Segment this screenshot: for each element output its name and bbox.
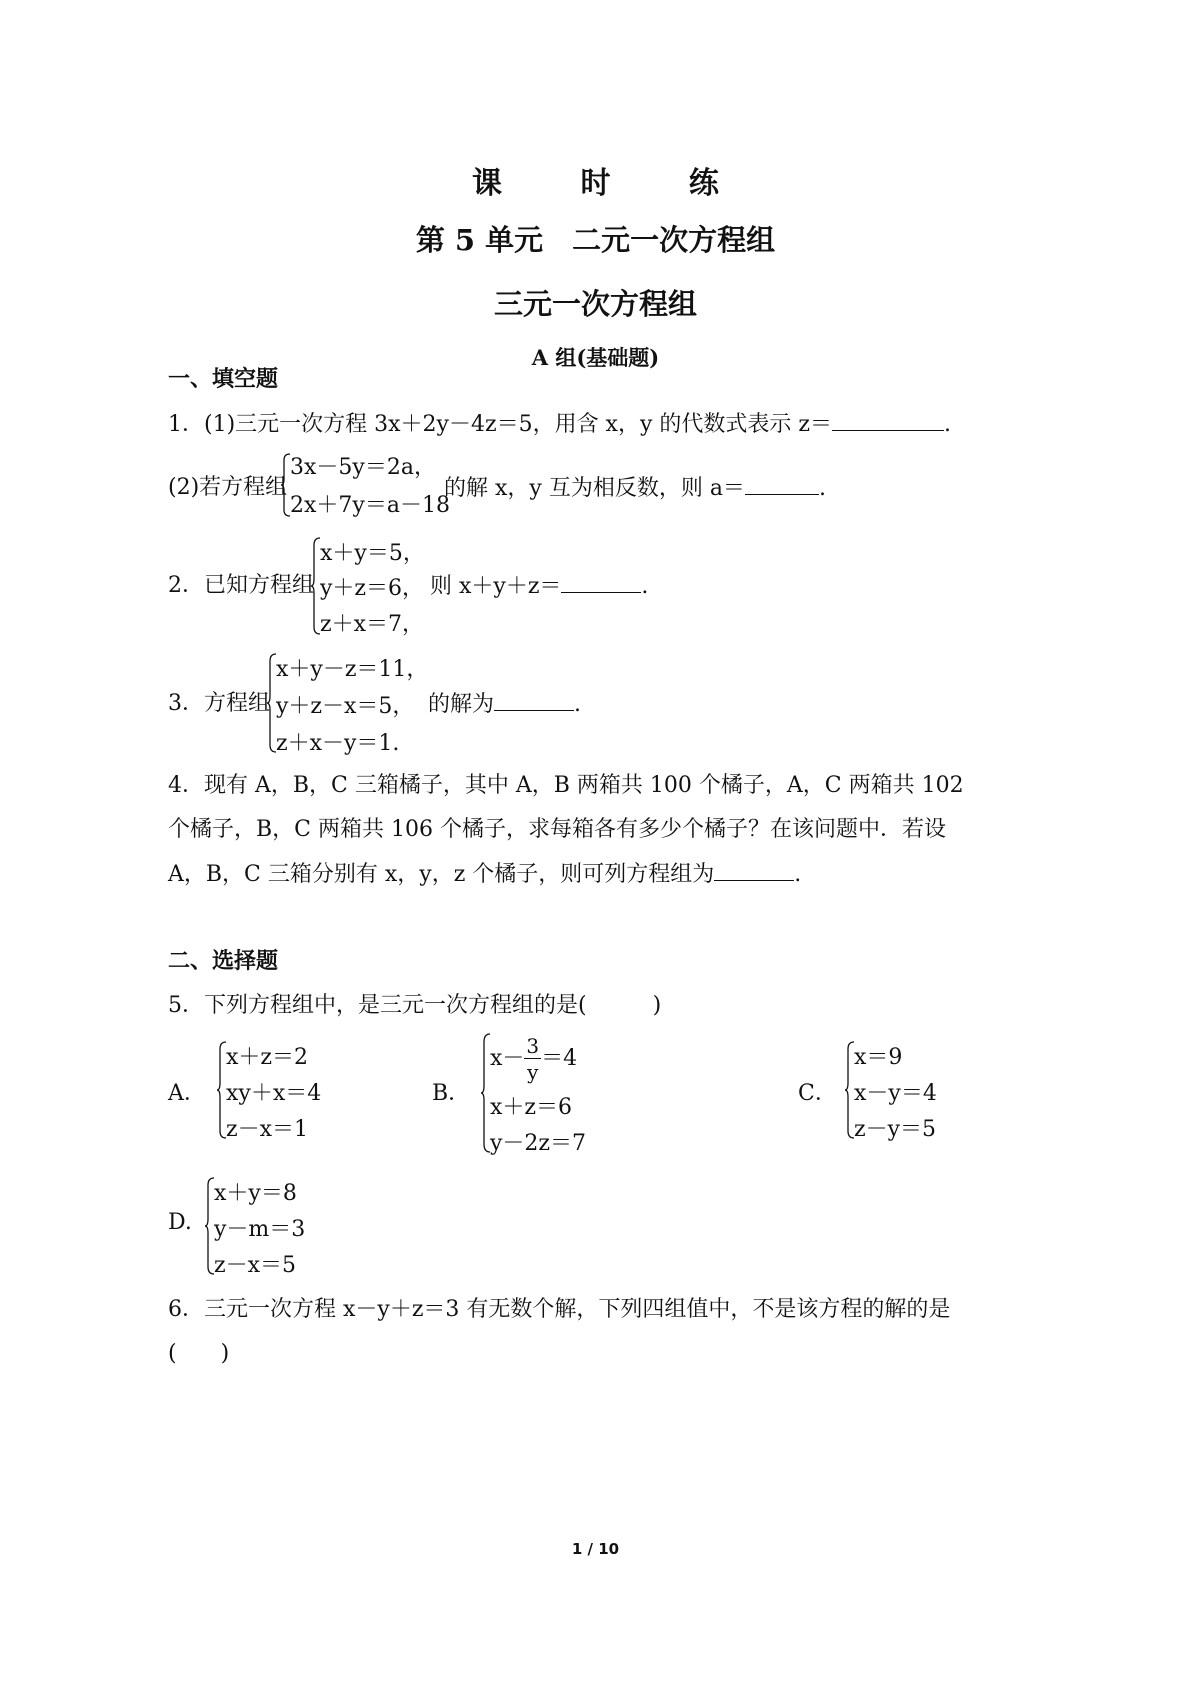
option-c-equation-1: x＝9 (854, 1045, 903, 1070)
period: . (818, 476, 826, 501)
option-c-equation-2: x－y＝4 (854, 1081, 937, 1106)
q1b-equation-2: 2x＋7y＝a－18 (290, 493, 450, 518)
section1-heading: 一、填空题 (168, 366, 279, 392)
q1b-equation-1: 3x－5y＝2a， (290, 455, 436, 480)
option-b-equation-3: y－2z＝7 (490, 1131, 587, 1156)
option-d-equation-2: y－m＝3 (214, 1217, 306, 1242)
question-6-line-1: 6．三元一次方程 x－y＋z＝3 有无数个解，下列四组值中，不是该方程的解的是 (168, 1297, 951, 1322)
q2-equation-1: x＋y＝5， (320, 541, 425, 566)
q1b-suffix (444, 470, 826, 502)
option-d-equation-1: x＋y＝8 (214, 1181, 297, 1206)
q3-equation-2: y＋z－x＝5， (276, 694, 415, 719)
q2-suffix (430, 568, 648, 600)
unit-title: 第 5 单元 二元一次方程组 (415, 223, 776, 257)
doc-title: 课 时 练 (472, 166, 753, 201)
q2-prefix: 2．已知方程组 (168, 573, 314, 598)
q1b-prefix: (2)若方程组 (168, 475, 288, 500)
q3-equation-1: x＋y－z＝11， (276, 657, 429, 682)
period: . (574, 692, 582, 717)
period: . (943, 412, 951, 437)
group-title: A 组(基础题) (531, 345, 660, 370)
q2-suffix-text: 则 x＋y＋z＝ (430, 574, 562, 599)
q4-line-1: 4．现有 A，B，C 三箱橘子，其中 A，B 两箱共 100 个橘子，A，C 两箱共 102 (168, 773, 964, 798)
q3-suffix (428, 686, 581, 718)
option-a-label: A． (168, 1081, 206, 1106)
answer-blank[interactable] (832, 406, 944, 431)
q4-line-3 (168, 856, 801, 888)
option-d-equation-3: z－x＝5 (214, 1253, 296, 1278)
option-b-label: B． (432, 1081, 471, 1106)
option-a-equation-2: xy＋x＝4 (226, 1081, 322, 1106)
period: . (641, 574, 649, 599)
period: . (794, 862, 802, 887)
q1b-suffix-text: 的解 x，y 互为相反数，则 a＝ (444, 476, 745, 501)
answer-blank[interactable] (714, 856, 794, 881)
q2-equation-3: z＋x＝7， (320, 612, 424, 637)
fraction-denominator: y (527, 1060, 539, 1084)
question-1a (168, 406, 951, 438)
q3-prefix: 3．方程组 (168, 691, 270, 716)
option-b-equation-1 (490, 1036, 577, 1082)
option-d-label: D. (168, 1210, 192, 1235)
option-b-eq1-right: ＝4 (541, 1046, 578, 1071)
option-a-equation-3: z－x＝1 (226, 1117, 308, 1142)
fraction-numerator: 3 (526, 1034, 540, 1058)
answer-blank[interactable] (561, 568, 641, 593)
question-5: 5．下列方程组中，是三元一次方程组的是( ) (168, 993, 662, 1018)
page-number: 1 / 10 (571, 1540, 620, 1558)
option-c-equation-3: z－y＝5 (854, 1117, 937, 1142)
question-1a-text: 1．(1)三元一次方程 3x＋2y－4z＝5，用含 x，y 的代数式表示 z＝ (168, 412, 832, 437)
option-b-eq1-left: x－ (490, 1046, 525, 1071)
q4-line-2: 个橘子，B，C 两箱共 106 个橘子，求每箱各有多少个橘子？在该问题中．若设 (168, 817, 946, 842)
q3-equation-3: z＋x－y＝1. (276, 731, 400, 756)
option-a-equation-1: x＋z＝2 (226, 1045, 308, 1070)
fraction (524, 1036, 541, 1082)
option-b-equation-2: x＋z＝6 (490, 1095, 572, 1120)
q3-suffix-text: 的解为 (428, 692, 495, 717)
q2-equation-2: y＋z＝6， (320, 576, 425, 601)
section2-heading: 二、选择题 (168, 948, 279, 974)
question-6-line-2: ( ) (168, 1341, 230, 1366)
option-c-label: C． (798, 1081, 837, 1106)
answer-blank[interactable] (494, 686, 574, 711)
topic-title: 三元一次方程组 (493, 287, 697, 321)
answer-blank[interactable] (745, 470, 819, 495)
q4-line-3-text: A，B，C 三箱分别有 x，y，z 个橘子，则可列方程组为 (168, 862, 715, 887)
